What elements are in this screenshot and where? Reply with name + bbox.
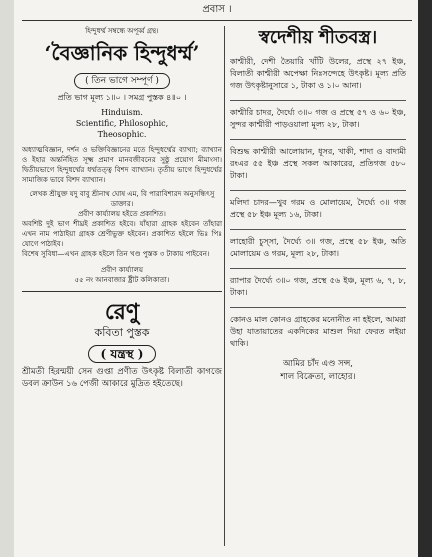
item-separator xyxy=(230,229,406,230)
seller-signature xyxy=(230,358,406,384)
page-edge xyxy=(418,0,432,557)
item-alwan: বিশুদ্ধ কাশ্মীরী আলোয়ান, ধূসর, খাকী, শাদা ও বাদামী রংএর ৫৫ ইঞ্চ প্রস্থে সকল আকারের, প্রতিগজ ৫৮০ টাকা। xyxy=(230,147,406,180)
english-line-3: Theosophic. xyxy=(97,130,147,139)
parts-badge: ( তিন ভাগে সম্পূর্ণ ) xyxy=(74,73,170,89)
book-title: ‘বৈজ্ঞানিক হিন্দুধর্ম্ম’ xyxy=(44,41,200,65)
left-column xyxy=(22,26,222,390)
return-policy: কোনও মাল কোনও গ্রাহকের মনোনীত না হইলে, আমরা উহা যাতায়াতের একদিকের মাশুল দিয়া ফেরত লইয়া থাকি। xyxy=(230,315,406,348)
item-lahori: লাহোরী চুস্সা, দৈর্ঘ্যে ৩॥ গজ, প্রস্থে ৫৮ ইঞ্চ, অতি মোলায়েম ও গরম, মূল্য ২৮, টাকা। xyxy=(230,237,406,258)
office-name: প্রবীণ কার্য্যালয় xyxy=(101,266,143,274)
office-address: ৫৫ নং আনবাজার ষ্ট্রীট কলিকাতা। xyxy=(74,276,170,284)
page-header: প্রবাস । xyxy=(22,0,412,21)
renu-subtitle: কবিতা পুস্তক xyxy=(94,326,150,339)
book-price: প্রতি ভাগ মূল্য ১॥০ । সমগ্র পুস্তক ৪॥০ । xyxy=(57,93,187,102)
binding-strip xyxy=(0,0,14,557)
seller-name: আমির চাঁদ এণ্ড সন্স, xyxy=(282,359,354,369)
in-press-badge: ( যন্ত্রস্থ ) xyxy=(88,345,157,363)
item-separator xyxy=(230,268,406,269)
book-author: লেখক শ্রীযুক্ত যদু বাবু শ্রীনাথ ঘোষ এম, বি পারাবিশারদ অনুসন্ধিৎসু ডাক্তার। xyxy=(29,190,215,208)
seller-place: শাল বিক্রেতা, লাহোর। xyxy=(280,372,356,382)
item-separator xyxy=(230,190,406,191)
book-description: অধ্যাত্মবিজ্ঞান, দর্শন ও ভক্তিবিজ্ঞানের মতে হিন্দুধর্ম্মের ব্যাখ্যা; ব্যাখ্যান ও ইহার অন্তর্নিহিত সূক্ষ্ম প্রমাণ মানবজীবনের সুষ্ঠু প্রয়োগ মীমাংসা। দ্বিতীয়ভাগে হিন্দুধর্ম্মের ধর্ম্মতত্ত্ব বিশদ ব্যাখ্যান। তৃতীয় ভাগে হিন্দুধর্ম্মের সামাজিক ভাবে বিশদ ব্যাখ্যান। xyxy=(22,146,222,184)
item-kashmiri-cloth: কাশ্মীরী, দেশী তৈয়ারি খাঁটি উলের, প্রস্থে ২৭ ইঞ্চ, বিলাতী কাশ্মীরী অপেক্ষা নিঃসন্দেহে উৎকৃষ্ট। মূল্য প্রতি গজ উৎকৃষ্টানুসারে ১, টাকা ও ১।০ আনা। xyxy=(230,57,406,90)
section-rule xyxy=(22,291,222,292)
subscriber-notice: অবশিষ্ট দুই ভাগ শীঘ্রই প্রকাশিত হইবে। যাঁহারা গ্রাহক হইবেন তাঁহারা এখন নাম পাঠাইয়া গ্রাহক শ্রেণীভুক্ত হইবেন। প্রকাশিত হইলে ভিঃ পিঃ যোগে পাঠাইব। xyxy=(22,220,222,248)
special-offer: বিশেষ সুবিধা—এখন গ্রাহক হইলে তিন খণ্ড পুস্তক ৩ টাকায় পাইবেন। xyxy=(22,250,210,258)
right-title: স্বদেশীয় শীতবস্ত্র। xyxy=(258,27,378,48)
item-kashmiri-shawl: কাশ্মীরি চাদর, দৈর্ঘ্যে ৩॥০ গজ ও প্রস্থে ৫৭ ও ৬০ ইঞ্চ, সুন্দর কাশ্মীরী পাড়ওয়ালা মূল্য ২৮, টাকা। xyxy=(230,108,406,129)
right-column xyxy=(230,26,406,384)
book-intro: হিন্দুধর্ম্ম সম্বন্ধে অপূর্ব্ব গ্রন্থ। xyxy=(85,27,159,35)
item-malida: মলিদা চাদর—খুব গরম ও মোলায়েম, দৈর্ঘ্যে ৩॥ গজ প্রস্থে ৫৮ ইঞ্চ মূল্য ১৬, টাকা। xyxy=(230,198,406,219)
column-divider xyxy=(224,26,225,546)
renu-title: রেণু xyxy=(104,299,140,325)
item-wrapper: র‍্যাপার দৈর্ঘ্যে ৩॥০ গজ, প্রস্থে ৫৬ ইঞ্চ, মূল্য ৬, ৭, ৮, টাকা। xyxy=(230,276,406,297)
english-line-2: Scientific, Philosophic, xyxy=(75,119,169,128)
renu-info: শ্রীমতী হিরন্ময়ী সেন গুপ্তা প্রণীত উৎকৃষ্ট বিলাতী কাগজে ডবল ক্রাউন ১৬ পেজী আকারে মুদ্রিত হইতেছে। xyxy=(22,367,222,389)
first-part-note: প্রবীণ কার্য্যালয় হইতে প্রকাশিত। xyxy=(78,210,166,218)
item-separator xyxy=(230,307,406,308)
item-separator xyxy=(230,100,406,101)
english-line-1: Hinduism. xyxy=(101,108,143,117)
item-separator xyxy=(230,139,406,140)
